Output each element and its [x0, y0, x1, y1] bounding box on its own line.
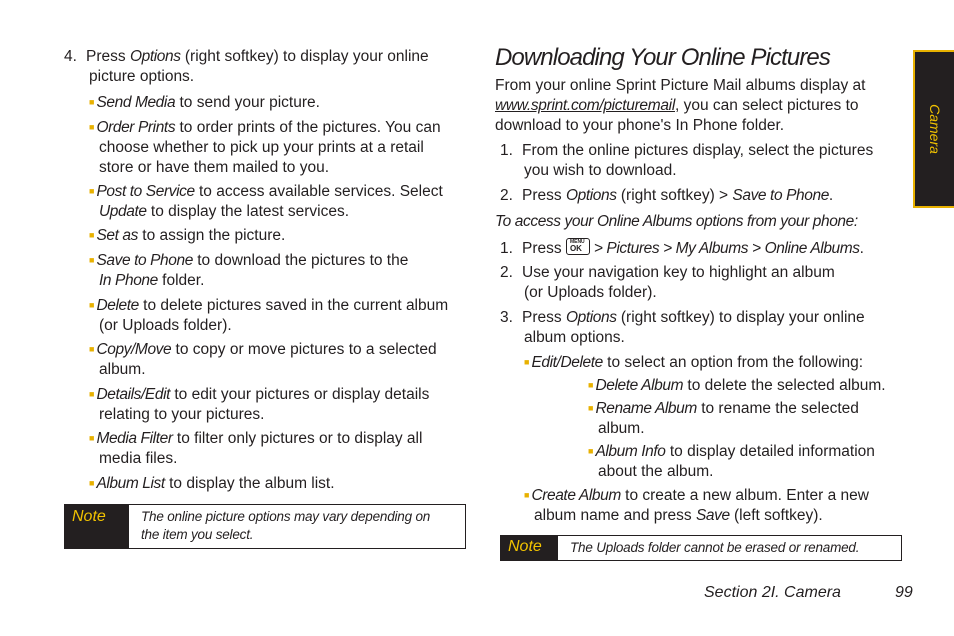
bullet-copy-move: ■ Copy/Move to copy or move pictures to a selected album.: [89, 341, 437, 378]
section-tab: [913, 50, 954, 208]
bullet-icon: ■: [524, 490, 530, 500]
bullet-delete: ■ Delete to delete pictures saved in the current album (or Uploads folder).: [89, 297, 449, 334]
step-b2: 2. Use your navigation key to highlight an album (or Uploads folder).: [500, 264, 835, 301]
footer-section: Section 2I. Camera: [704, 584, 841, 601]
section-heading: Downloading Your Online Pictures: [495, 44, 830, 71]
intro-paragraph: From your online Sprint Picture Mail albums display at www.sprint.com/picturemail, you can select pictures to download to your phone's In Phone folder.: [495, 77, 866, 134]
step-b1: 1. Press MENU OK > Pictures > My Albums > Online Albums.: [500, 239, 864, 257]
tab-label: Camera: [926, 104, 943, 154]
bullet-send-media: ■ Send Media to send your picture.: [89, 94, 320, 111]
bullet-icon: ■: [89, 478, 95, 488]
sub-bullet-album-info: ■ Album Info to display detailed information about the album.: [588, 443, 875, 480]
step-a2: 2. Press Options (right softkey) > Save to Phone.: [500, 187, 834, 204]
subheading: To access your Online Albums options from your phone:: [495, 213, 858, 230]
bullet-icon: ■: [89, 389, 95, 399]
bullet-icon: ■: [89, 433, 95, 443]
sprint-link[interactable]: www.sprint.com/picturemail: [495, 97, 675, 114]
note-label: Note: [65, 505, 129, 548]
step-a1: 1. From the online pictures display, select the pictures you wish to download.: [500, 142, 874, 179]
note-text: The Uploads folder cannot be erased or renamed.: [570, 540, 860, 555]
bullet-icon: ■: [89, 255, 95, 265]
bullet-icon: ■: [89, 186, 95, 196]
bullet-save-to-phone: ■ Save to Phone to download the pictures to the In Phone folder.: [89, 252, 409, 289]
note-label: Note: [501, 536, 558, 560]
note-text: The online picture options may vary depending on the item you select.: [141, 509, 431, 542]
menu-ok-key-icon: MENU OK: [566, 238, 590, 255]
note-box-right: [500, 535, 902, 561]
bullet-icon: ■: [524, 357, 530, 367]
bullet-icon: ■: [89, 344, 95, 354]
bullet-icon: ■: [588, 446, 594, 456]
bullet-post-to-service: ■ Post to Service to access available services. Select Update to display the latest services.: [89, 183, 443, 220]
bullet-icon: ■: [89, 230, 95, 240]
bullet-icon: ■: [588, 380, 594, 390]
bullet-media-filter: ■ Media Filter to filter only pictures or to display all media files.: [89, 430, 423, 467]
step-b3: 3. Press Options (right softkey) to display your online album options.: [500, 309, 865, 346]
bullet-icon: ■: [89, 300, 95, 310]
bullet-album-list: ■ Album List to display the album list.: [89, 475, 335, 492]
bullet-order-prints: ■ Order Prints to order prints of the pictures. You can choose whether to pick up your prints at a retail store or have them mailed to you.: [89, 119, 441, 176]
bullet-create-album: ■ Create Album to create a new album. Enter a new album name and press Save (left softkey).: [524, 487, 869, 524]
bullet-edit-delete: ■ Edit/Delete to select an option from the following:: [524, 354, 864, 371]
step-4: 4. Press Options (right softkey) to display your online picture options.: [64, 48, 429, 85]
bullet-icon: ■: [89, 122, 95, 132]
bullet-icon: ■: [89, 97, 95, 107]
bullet-icon: ■: [588, 403, 594, 413]
sub-bullet-rename-album: ■ Rename Album to rename the selected album.: [588, 400, 859, 437]
bullet-details-edit: ■ Details/Edit to edit your pictures or display details relating to your pictures.: [89, 386, 430, 423]
page-number: 99: [895, 584, 913, 601]
sub-bullet-delete-album: ■ Delete Album to delete the selected album.: [588, 377, 886, 394]
bullet-set-as: ■ Set as to assign the picture.: [89, 227, 286, 244]
note-box-left: [64, 504, 466, 549]
